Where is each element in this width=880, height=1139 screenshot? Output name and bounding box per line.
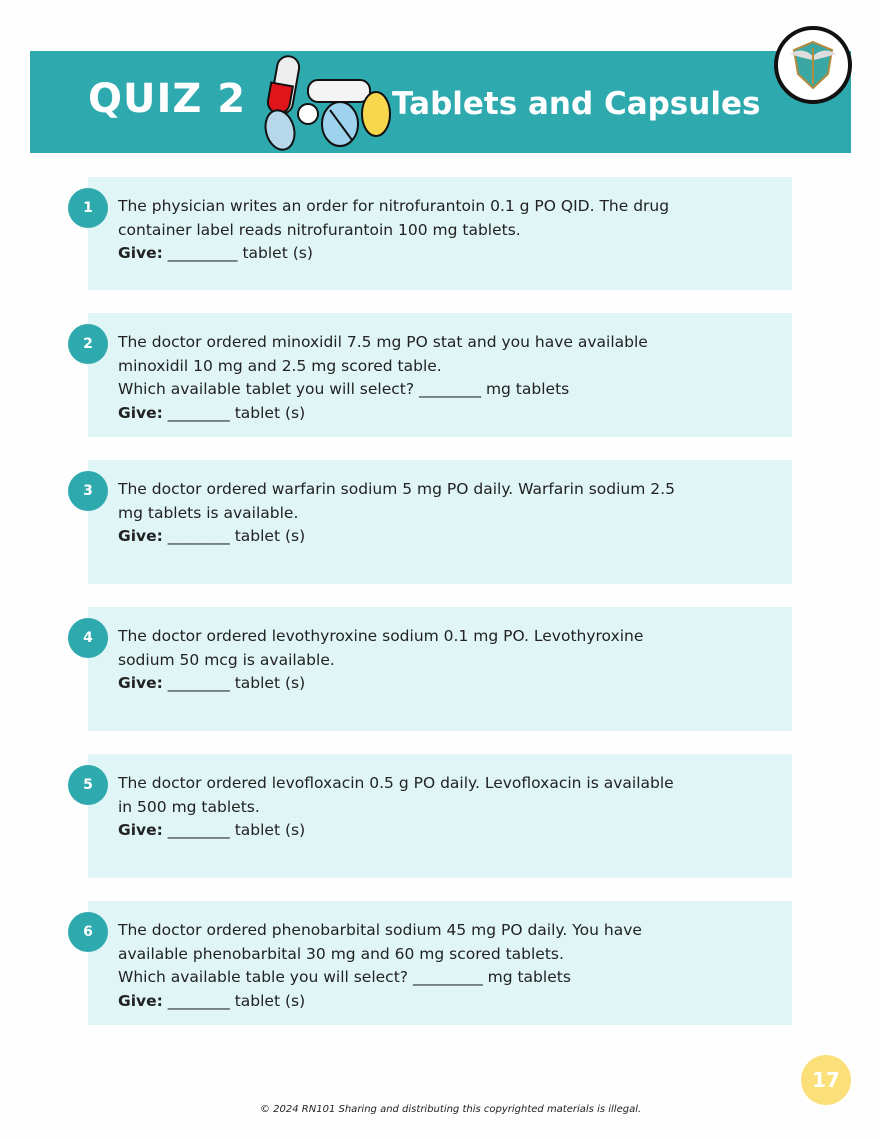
question-number-badge: 4 [68, 618, 108, 658]
give-answer-line[interactable] [118, 525, 778, 549]
question-line: sodium 50 mcg is available. [118, 650, 335, 669]
give-blank[interactable]: ________ tablet (s) [162, 403, 306, 422]
give-label: Give: [118, 991, 163, 1010]
page-number-badge: 17 [801, 1055, 851, 1105]
question-text [118, 195, 778, 266]
question-text [118, 625, 778, 696]
question-line: minoxidil 10 mg and 2.5 mg scored table. [118, 356, 442, 375]
give-answer-line[interactable] [118, 242, 778, 266]
give-label: Give: [118, 244, 163, 262]
give-label: Give: [118, 527, 163, 545]
question-line: mg tablets is available. [118, 503, 299, 522]
question-line: The physician writes an order for nitrofurantoin 0.1 g PO QID. The drug [118, 197, 670, 215]
question-number-badge: 1 [68, 188, 108, 228]
pills-illustration-icon [258, 52, 393, 152]
give-blank[interactable]: _________ tablet (s) [162, 244, 313, 262]
question-line: Which available tablet you will select? ________ mg tablets [118, 380, 570, 398]
question-number-badge: 6 [68, 912, 108, 952]
question-line: Which available table you will select? _________ mg tablets [118, 968, 571, 986]
question-number-badge: 5 [68, 765, 108, 805]
question-text [118, 772, 778, 843]
give-answer-line[interactable] [118, 819, 778, 843]
give-answer-line[interactable] [118, 402, 778, 426]
quiz-title: QUIZ 2 [88, 76, 247, 122]
copyright-footer: © 2024 RN101 Sharing and distributing this copyrighted materials is illegal. [260, 1104, 642, 1115]
give-blank[interactable]: ________ tablet (s) [162, 527, 306, 545]
question-line: The doctor ordered levofloxacin 0.5 g PO daily. Levofloxacin is available [118, 774, 674, 792]
question-text [118, 478, 778, 549]
question-line: in 500 mg tablets. [118, 797, 260, 816]
give-blank[interactable]: ________ tablet (s) [162, 674, 306, 692]
question-line: The doctor ordered warfarin sodium 5 mg PO daily. Warfarin sodium 2.5 [118, 480, 675, 498]
caduceus-shield-logo-icon [774, 26, 852, 104]
question-line: container label reads nitrofurantoin 100 mg tablets. [118, 220, 521, 239]
question-line: available phenobarbital 30 mg and 60 mg scored tablets. [118, 944, 564, 963]
question-text [118, 919, 778, 1013]
give-label: Give: [118, 821, 163, 839]
question-number-badge: 2 [68, 324, 108, 364]
give-blank[interactable]: ________ tablet (s) [162, 821, 306, 839]
page-subtitle: Tablets and Capsules [392, 86, 761, 122]
question-line: The doctor ordered phenobarbital sodium 45 mg PO daily. You have [118, 921, 642, 939]
give-blank[interactable]: ________ tablet (s) [162, 991, 306, 1010]
question-line: The doctor ordered levothyroxine sodium 0.1 mg PO. Levothyroxine [118, 627, 644, 645]
question-line: The doctor ordered minoxidil 7.5 mg PO stat and you have available [118, 333, 648, 351]
question-text [118, 331, 778, 425]
give-label: Give: [118, 403, 163, 422]
give-label: Give: [118, 674, 163, 692]
give-answer-line[interactable] [118, 672, 778, 696]
give-answer-line[interactable] [118, 990, 778, 1014]
question-number-badge: 3 [68, 471, 108, 511]
